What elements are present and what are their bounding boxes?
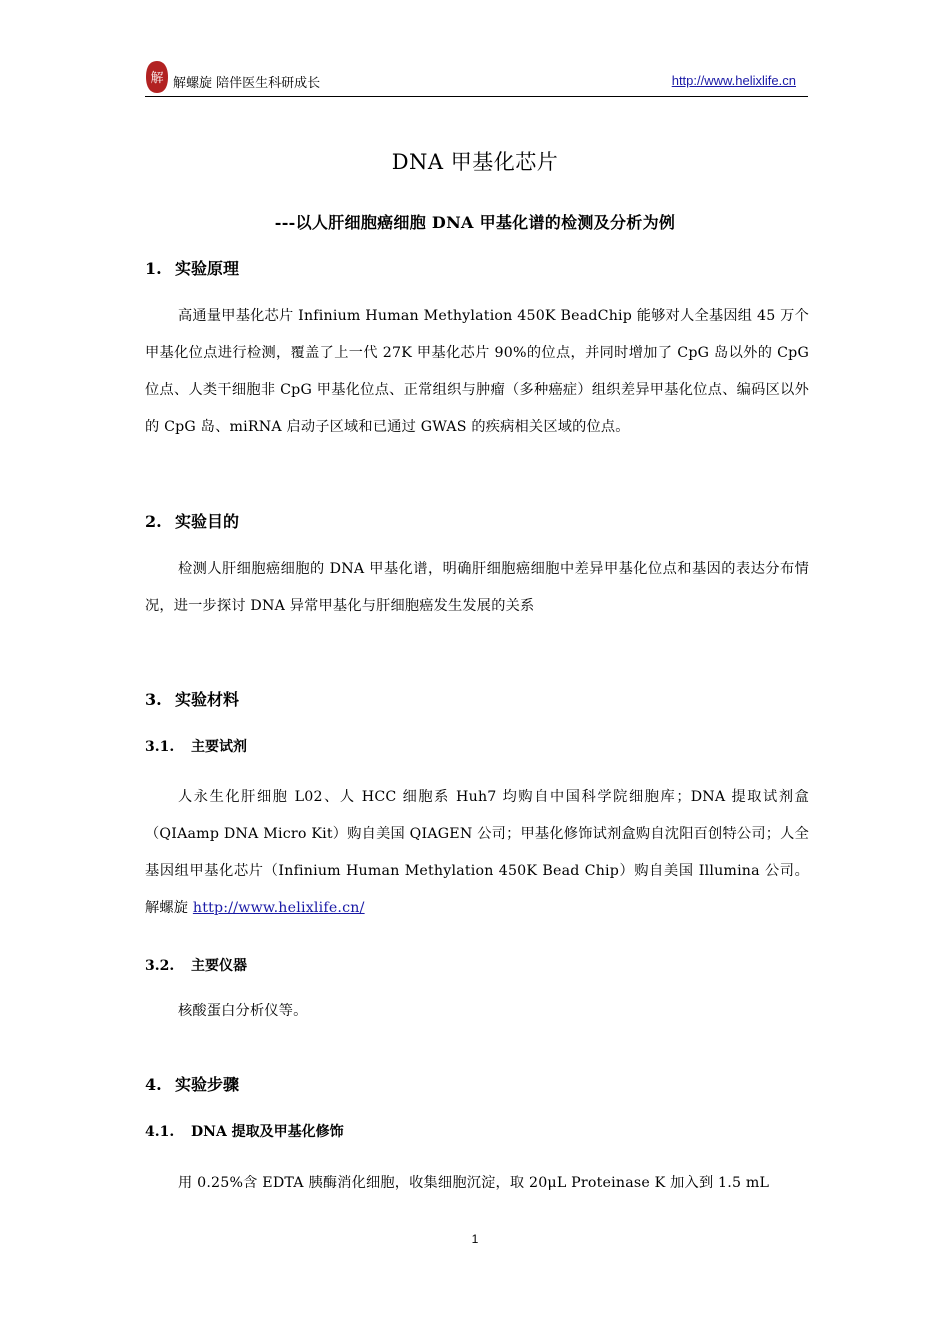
subsection-heading-3-2 bbox=[145, 955, 247, 975]
subsection-number: 3.1. bbox=[145, 739, 175, 755]
section-title: 实验材料 bbox=[175, 690, 240, 709]
section-heading-3 bbox=[145, 687, 239, 710]
subsection-number: 3.2. bbox=[145, 958, 175, 974]
paragraph-dna-extraction: 用 0.25%含 EDTA 胰酶消化细胞，收集细胞沉淀，取 20μL Proteinase K 加入到 1.5 mL bbox=[178, 1175, 770, 1191]
document-title: DNA 甲基化芯片 bbox=[391, 150, 559, 174]
paragraph-reagents bbox=[145, 779, 809, 927]
section-heading-2 bbox=[145, 509, 239, 532]
svg-text:解: 解 bbox=[150, 71, 164, 86]
subsection-title: DNA 提取及甲基化修饰 bbox=[191, 1124, 344, 1140]
subsection-heading-3-1 bbox=[145, 736, 247, 756]
section-number: 1. bbox=[145, 259, 162, 278]
subsection-heading-4-1 bbox=[145, 1121, 344, 1141]
paragraph-purpose: 检测人肝细胞癌细胞的 DNA 甲基化谱，明确肝细胞癌细胞中差异甲基化位点和基因的表达分布情况，进一步探讨 DNA 异常甲基化与肝细胞癌发生发展的关系 bbox=[145, 561, 809, 614]
subsection-number: 4.1. bbox=[145, 1124, 175, 1140]
helix-logo-icon bbox=[145, 60, 169, 94]
section-heading-1 bbox=[145, 256, 239, 279]
section-heading-4 bbox=[145, 1072, 239, 1095]
section-number: 4. bbox=[145, 1075, 162, 1094]
section-number: 3. bbox=[145, 690, 162, 709]
paragraph-principle: 高通量甲基化芯片 Infinium Human Methylation 450K BeadChip 能够对人全基因组 45 万个甲基化位点进行检测，覆盖了上一代 27K 甲基化芯片 90%的位点，并同时增加了 CpG 岛以外的 CpG 位点、人类干细胞非 CpG 甲基化位点、正常组织与肿瘤（多种癌症）组织差异甲基化位点、编码区以外的 CpG 岛、miRNA 启动子区域和已通过 GWAS 的疾病相关区域的位点。 bbox=[145, 308, 809, 435]
brand-slogan: 解螺旋 陪伴医生科研成长 bbox=[173, 76, 321, 91]
subsection-title: 主要仪器 bbox=[191, 958, 247, 974]
page-header bbox=[145, 60, 808, 97]
section-title: 实验原理 bbox=[175, 259, 240, 278]
subsection-title: 主要试剂 bbox=[191, 739, 247, 755]
section-title: 实验目的 bbox=[175, 512, 240, 531]
helixlife-link[interactable]: http://www.helixlife.cn/ bbox=[192, 900, 365, 916]
page-number: 1 bbox=[471, 1232, 479, 1246]
section-number: 2. bbox=[145, 512, 162, 531]
section-title: 实验步骤 bbox=[175, 1075, 240, 1094]
reagents-text: 人永生化肝细胞 L02、人 HCC 细胞系 Huh7 均购自中国科学院细胞库；DNA 提取试剂盒（QIAamp DNA Micro Kit）购自美国 QIAGEN 公司；甲基化修饰试剂盒购自沈阳百创特公司；人全基因组甲基化芯片（Infinium Human Methylation 450K Bead Chip）购自美国 Illumina 公司。解螺旋 bbox=[145, 789, 809, 916]
paragraph-instruments: 核酸蛋白分析仪等。 bbox=[178, 1003, 308, 1019]
document-subtitle: ---以人肝细胞癌细胞 DNA 甲基化谱的检测及分析为例 bbox=[274, 213, 676, 232]
header-url-link[interactable]: http://www.helixlife.cn bbox=[671, 73, 796, 88]
